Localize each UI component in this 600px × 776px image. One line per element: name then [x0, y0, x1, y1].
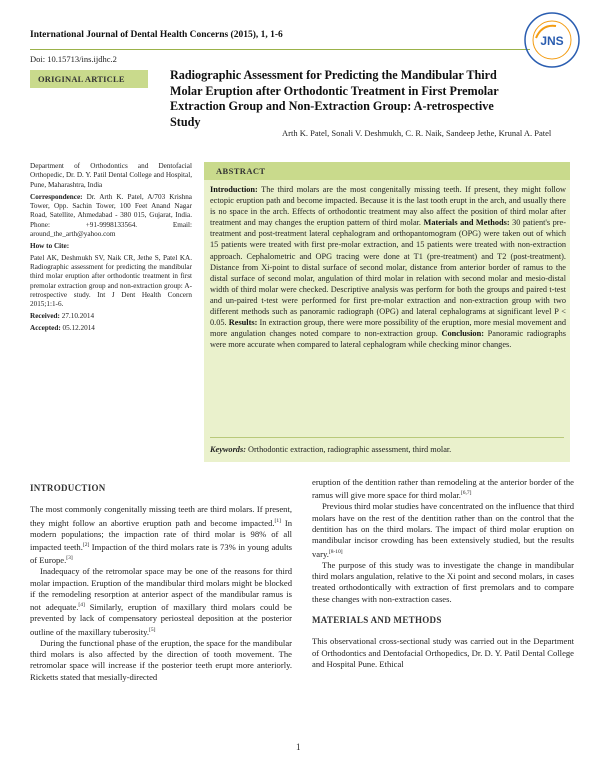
publisher-logo: [522, 10, 582, 70]
correspondence: Correspondence: Dr. Arth K. Patel, A/703 Krishna Tower, Opp. Sachin Tower, 100 Feet Anand Nagar Road, Satellite, Ahmedabad - 380 015, Gujarat, India. Phone: +91-9998133564. Email: around_the_arth@yahoo.com: [30, 192, 192, 239]
article-title: Radiographic Assessment for Predicting the Mandibular Third Molar Eruption after Orthodontic Treatment in First Premolar Extraction Group and Non-Extraction Group: A-retrospective Study: [170, 68, 499, 129]
keywords: Keywords: Orthodontic extraction, radiographic assessment, third molar.: [210, 445, 452, 454]
article-info-sidebar: [30, 162, 192, 335]
intro-paragraph-2: Inadequacy of the retromolar space may be one of the reasons for third molar impaction. Eruption of the mandibular third molars might be blocked if the remodeling resorption at anterior aspect of the mandibular ramus is not adequate.[4] Similarly, eruption of maxillary third molars could be prevented by lack of compensatory periosteal deposition at the posterior outline of the maxillary tuberosity.[5]: [30, 566, 292, 637]
intro-paragraph-6: The purpose of this study was to investigate the change in mandibular third molars angulation, relative to the Xi point and second molars, in cases treated orthodontically with extraction of first premolars and to compare these changes with non-extraction cases.: [312, 559, 574, 604]
left-column: [30, 483, 292, 683]
abstract-text: Introduction: The third molars are the most congenitally missing teeth. If present, they might follow ectopic eruption path and become impacted. Because it is the last tooth erupt in the arch, and usually there is no space in the arch. Effects of orthodontic treatment may also affect the position of third molar after treatment and may changes the eruption pattern of third molar. Materials and Methods: 30 patient's pre-treatment and post-treatment lateral cephalogram and orthopantomogram (OPG) were taken out of which 15 patients were treated with first pre-molar extraction, and 15 patients were treated with non-extraction approach. Cephalometric and OPG tracing were done at T1 (pre-treatment) and T2 (post-treatment). Distance from Xi-point to distal surface of second molar, distance from anterior border of ramus to the distal surface of second molar, angulation of third molar in relation with second molar and mesio-distal width of third molar were checked. Descriptive analysis was perform for both the groups and paired t-test and un-paired t-test were performed for first pre-molar extraction and non-extraction group with two different methods such as panoramic radiograph (OPG) and lateral cephalograms at significant level P < 0.05. Results: In extraction group, there were more possibility of the eruption, more mesial movement and more angulation changes noted compare to non-extraction group. Conclusion: Panoramic radiographs were more accurate when compared to lateral cephalogram while checking minor changes.: [210, 185, 566, 350]
intro-paragraph-1: The most commonly congenitally missing teeth are third molars. If present, they might follow an abortive eruption path and become impacted.[1] In modern populations; the impaction rate of third molar is 98% of all impacted teeth.[2] Impaction of the third molars rate is 73% in young adults of Europe.[3]: [30, 504, 293, 566]
logo-text: JNS: [540, 34, 564, 48]
cite-text: Patel AK, Deshmukh SV, Naik CR, Jethe S, Patel KA. Radiographic assessment for predicting the mandibular third molar eruption after orthodontic treatment in first premolar extraction group and non-extraction group: A-retrospective study. Int J Dent Health Concern 2015;1:1-6.: [30, 253, 192, 309]
cite-label: How to Cite:: [30, 242, 70, 251]
header-rule: [30, 49, 530, 50]
affiliation: Department of Orthodontics and Dentofacial Orthopedic, Dr. D. Y. Patil Dental College and Hospital, Pune, Maharashtra, India: [30, 162, 192, 189]
intro-paragraph-3: During the functional phase of the eruption, the space for the mandibular third molars is also affected by the direction of tooth movement. The retromolar space will increase if the posterior teeth erupt more anteriorly. Ricketts stated that mesially-directed: [30, 637, 292, 682]
intro-paragraph-5: Previous third molar studies have concentrated on the influence that third molars have on the rest of the dentition rather than on the control that the dentition has on the third molars. The impact of third molar eruption on mandibular incisor crowding has been extensively studied, but the results vary.[8-10]: [312, 501, 575, 559]
right-column: [312, 477, 574, 670]
article-type-badge: ORIGINAL ARTICLE: [30, 70, 148, 88]
page-number: 1: [296, 742, 301, 752]
abstract-heading: ABSTRACT: [204, 162, 570, 180]
keywords-rule: [210, 437, 564, 438]
methods-paragraph-1: This observational cross-sectional study was carried out in the Department of Orthodontics and Dentofacial Orthopedics, Dr. D. Y. Patil Dental College and Hospital Pune. Ethical: [312, 636, 574, 669]
methods-heading: MATERIALS AND METHODS: [312, 614, 442, 625]
intro-paragraph-4: eruption of the dentition rather than remodeling at the anterior border of the ramus will give more space for third molar.[6,7]: [312, 477, 574, 501]
abstract-box: [204, 162, 570, 462]
journal-citation: International Journal of Dental Health Concerns (2015), 1, 1-6: [30, 30, 283, 40]
received-date: Received: 27.10.2014: [30, 312, 95, 321]
doi: Doi: 10.15713/ins.ijdhc.2: [30, 54, 117, 64]
accepted-date: Accepted: 05.12.2014: [30, 323, 95, 332]
author-list: Arth K. Patel, Sonali V. Deshmukh, C. R. Naik, Sandeep Jethe, Krunal A. Patel: [282, 128, 552, 138]
introduction-heading: INTRODUCTION: [30, 483, 106, 493]
